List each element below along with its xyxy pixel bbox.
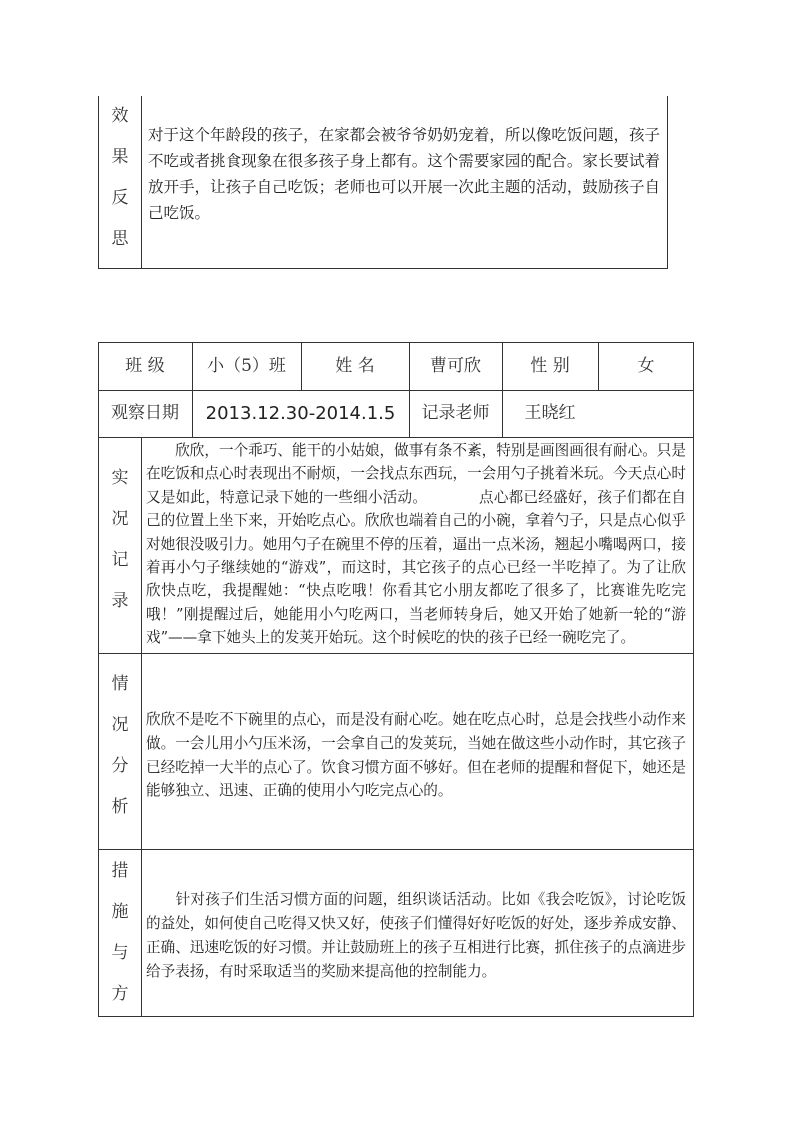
row-line [98, 437, 694, 438]
date-label: 观察日期 [111, 403, 179, 423]
teacher-value: 王晓红 [524, 403, 576, 423]
measures-label: 措 施 与 方 [111, 861, 129, 1004]
name-value: 曹可欣 [430, 356, 481, 376]
record-label: 实 况 记 录 [111, 468, 129, 611]
table-border-divider [141, 96, 142, 269]
gender-value: 女 [637, 356, 655, 376]
reflection-text: 对于这个年龄段的孩子，在家都会被爷爷奶奶宠着，所以像吃饭问题，孩子不吃或者挑食现象在很多孩子身上都有。这个需要家园的配合。家长要试着放开手，让孩子自己吃饭；老师也可以开展一次此主题的活动，鼓励孩子自己吃饭。 [148, 126, 660, 222]
class-label: 班 级 [125, 356, 165, 376]
row-line [98, 653, 694, 654]
measures-text: 针对孩子们生活习惯方面的问题，组织谈话活动。比如《我会吃饭》，讨论吃饭的益处，如何使自己吃得又快又好，使孩子们懂得好好吃饭的好处，逐步养成安静、正确、迅速吃饭的好习惯。并让鼓励班上的孩子互相进行比赛，抓住孩子的点滴进步给予表扬，有时采取适当的奖励来提高他的控制能力。 [146, 891, 686, 980]
teacher-label: 记录老师 [421, 403, 490, 423]
class-value: 小（5）班 [207, 356, 286, 376]
analysis-text: 欣欣不是吃不下碗里的点心，而是没有耐心吃。她在吃点心时，总是会找些小动作来做。一会儿用小勺压米汤，一会拿自己的发荚玩，当她在做这些小动作时，其它孩子已经吃掉一大半的点心了。饮食习惯方面不够好。但在老师的提醒和督促下，她还是能够独立、迅速、正确的使用小勺吃完点心的。 [146, 711, 686, 800]
label-col-line [141, 437, 142, 1017]
date-value: 2013.12.30-2014.1.5 [205, 403, 396, 424]
gender-label: 性 别 [530, 356, 570, 376]
row-line [98, 849, 694, 850]
table-border-right [667, 96, 668, 269]
analysis-label: 情 况 分 析 [111, 674, 129, 817]
table-border-bottom [98, 268, 668, 269]
name-label: 姓 名 [335, 356, 375, 376]
record-text: 欣欣，一个乖巧、能干的小姑娘，做事有条不紊，特别是画图画很有耐心。只是在吃饭和点心时表现出不耐烦，一会找点东西玩，一会用勺子挑着米玩。今天点心时又是如此，特意记录下她的一些细小活动。 点心都已经盛好，孩子们都在自己的位置上坐下来，开始吃点心。欣欣也端着自己的小碗，拿着勺子，只是点心似乎对她很没吸引力。她用勺子在碗里不停的压着，逼出一点米汤，翘起小嘴喝两口，接着再小勺子继续她的“游戏”，而这时，其它孩子的点心已经一半吃掉了。为了让欣欣快点吃，我提醒她：“快点吃哦！你看其它小朋友都吃了很多了，比赛谁先吃完哦！”刚提醒过后，她能用小勺吃两口，当老师转身后，她又开始了她新一轮的“游戏”——拿下她头上的发荚开始玩。这个时候吃的快的孩子已经一碗吃完了。 [146, 442, 686, 647]
reflection-label: 效 果 反 思 [111, 106, 129, 249]
